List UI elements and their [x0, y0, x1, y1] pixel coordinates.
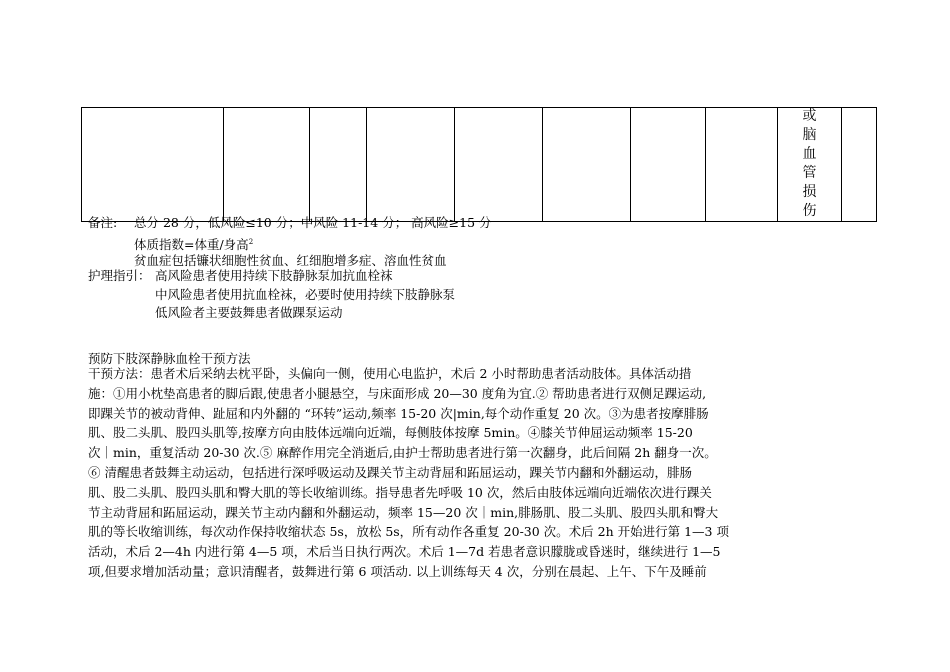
table-cell: [367, 108, 455, 222]
table-cell: [631, 108, 706, 222]
notes-bmi-text: 体质指数=体重/身高: [134, 237, 249, 253]
paragraph-line: 活动，术后 2—4h 内进行第 4—5 项，术后当日执行两次。术后 1—7d 若患者意识朦胧或昏迷时，继续进行 1—5: [88, 544, 721, 560]
table-cell: [842, 108, 877, 222]
notes-anemia: 贫血症包括镰状细胞性贫血、红细胞增多症、溶血性贫血: [134, 253, 447, 268]
table-cell: [706, 108, 778, 222]
paragraph-line: 干预方法：患者术后采纳去枕平卧，头偏向一侧，使用心电监护，术后 2 小时帮助患者活动肢体。具体活动措: [88, 366, 692, 381]
notes-score: 总分 28 分，低风险≤10 分；中风险 11-14 分； 高风险≥15 分: [134, 215, 492, 230]
notes-bmi: [134, 234, 253, 253]
paragraph-line: 肌的等长收缩训练，每次动作保持收缩状态 5s，放松 5s，所有动作各重复 20-30 次。术后 2h 开始进行第 1—3 项: [88, 524, 729, 540]
guide-high: 高风险患者使用持续下肢静脉泵加抗血栓袜: [155, 268, 393, 283]
vertical-char: 伤: [802, 203, 817, 219]
guide-label: 护理指引：: [88, 268, 151, 283]
paragraph-line: 肌、股二头肌、股四头肌等,按摩方向由肢体远端向近端，每侧肢体按摩 5min。④膝关节伸屈运动频率 15-20: [88, 425, 693, 441]
paragraph-line: 项,但要求增加活动量；意识清醒者，鼓舞进行第 6 项活动. 以上训练每天 4 次，分别在晨起、上午、下午及睡前: [88, 563, 707, 579]
paragraph-line: 施：①用小枕垫高患者的脚后跟,使患者小腿悬空，与床面形成 20—30 度角为宜.② 帮助患者进行双侧足踝运动,: [88, 385, 707, 401]
vertical-char: 损: [802, 184, 817, 200]
assessment-table: [81, 107, 877, 222]
notes-label: 备注:: [88, 215, 118, 230]
vertical-char: 管: [802, 165, 817, 181]
section-title: 预防下肢深静脉血栓干预方法: [88, 351, 251, 366]
table-cell-stroke-risk: [778, 108, 842, 222]
intervention-paragraph: [88, 364, 768, 582]
notes-bmi-sup: 2: [248, 238, 254, 246]
table-cell: [455, 108, 543, 222]
vertical-char: 脑: [802, 127, 817, 143]
paragraph-line: 肌、股二头肌、股四头肌和臀大肌的等长收缩训练。指导患者先呼吸 10 次，然后由肢体远端向近端依次进行踝关: [88, 484, 712, 500]
paragraph-line: 节主动背屈和跖屈运动，踝关节主动内翻和外翻运动，频率 15—20 次｜min,腓肠肌、股二头肌、股四头肌和臀大: [88, 504, 719, 520]
table-cell: [543, 108, 631, 222]
guide-low: 低风险者主要鼓舞患者做踝泵运动: [155, 305, 343, 320]
paragraph-line: 次｜min，重复活动 20-30 次.⑤ 麻醉作用完全消逝后,由护士帮助患者进行第一次翻身，此后间隔 2h 翻身一次。: [88, 445, 717, 461]
table-cell: [82, 108, 224, 222]
vertical-char: 或: [802, 108, 817, 124]
table-cell: [224, 108, 310, 222]
guide-mid: 中风险患者使用抗血栓袜，必要时使用持续下肢静脉泵: [155, 287, 456, 302]
vertical-char: 血: [802, 146, 817, 162]
paragraph-line: 即踝关节的被动背伸、趾屈和内外翻的 “环转”运动,频率 15-20 次|min,每个动作重复 20 次。③为患者按摩腓肠: [88, 405, 709, 421]
table-cell: [310, 108, 367, 222]
paragraph-line: ⑥ 清醒患者鼓舞主动运动，包括进行深呼吸运动及踝关节主动背屈和跖屈运动，踝关节内翻和外翻运动，腓肠: [88, 464, 692, 480]
